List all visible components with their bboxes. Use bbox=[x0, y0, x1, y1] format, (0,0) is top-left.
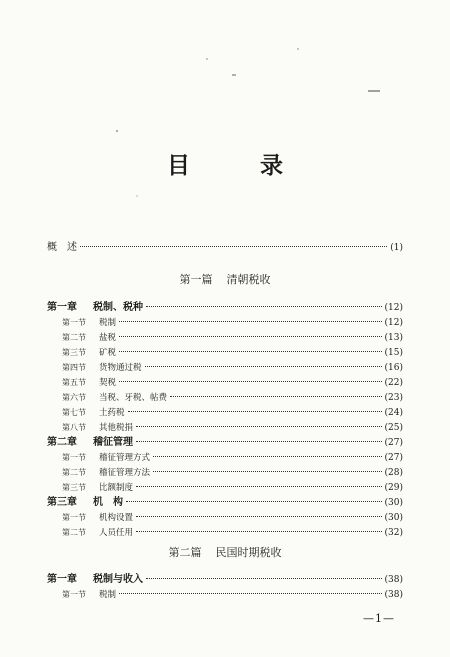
part-heading bbox=[0, 544, 450, 560]
dot-leader bbox=[119, 381, 382, 382]
part-number: 第一篇 bbox=[179, 273, 213, 286]
section-title: 盐税 bbox=[99, 333, 117, 343]
page-number: (30) bbox=[384, 498, 403, 508]
section-number: 第二节 bbox=[62, 528, 86, 537]
toc-section-entry[interactable] bbox=[62, 589, 403, 601]
toc-section-entry[interactable] bbox=[62, 527, 403, 539]
part-heading bbox=[0, 271, 450, 287]
section-number: 第一节 bbox=[62, 590, 86, 599]
chapter-title: 税制、税种 bbox=[93, 302, 143, 313]
toc-section-entry[interactable] bbox=[62, 452, 403, 464]
section-number: 第六节 bbox=[62, 393, 86, 402]
page-number: (15) bbox=[384, 348, 403, 358]
dot-leader bbox=[80, 246, 387, 247]
part-name: 清朝税收 bbox=[226, 273, 271, 286]
title-char-right: 录 bbox=[260, 152, 283, 179]
dot-leader bbox=[145, 366, 382, 367]
section-title: 稽征管理方法 bbox=[99, 468, 151, 478]
dot-leader bbox=[146, 578, 382, 579]
section-number: 第三节 bbox=[62, 348, 86, 357]
dot-leader bbox=[136, 486, 382, 487]
section-title: 矿税 bbox=[99, 348, 117, 358]
section-number: 第三节 bbox=[62, 483, 86, 492]
page-title bbox=[0, 147, 450, 180]
part-number: 第二篇 bbox=[168, 546, 202, 559]
section-title: 稽征管理方式 bbox=[99, 453, 151, 463]
dot-leader bbox=[146, 306, 382, 307]
toc-section-entry[interactable] bbox=[62, 422, 403, 434]
section-title: 土药税 bbox=[99, 408, 125, 418]
title-char-left: 目 bbox=[167, 152, 190, 179]
page-number: (23) bbox=[384, 393, 403, 403]
section-title: 机构设置 bbox=[99, 513, 134, 523]
chapter-title: 稽征管理 bbox=[93, 437, 133, 448]
toc-section-entry[interactable] bbox=[62, 332, 403, 344]
dot-leader bbox=[119, 321, 382, 322]
toc-section-entry[interactable] bbox=[62, 392, 403, 404]
page-number: (32) bbox=[384, 528, 403, 538]
page-number: (30) bbox=[384, 513, 403, 523]
dot-leader bbox=[170, 396, 382, 397]
page-number: (38) bbox=[384, 590, 403, 600]
footer-page-number: —1— bbox=[363, 612, 395, 625]
toc-chapter-entry[interactable] bbox=[47, 574, 403, 586]
chapter-number: 第二章 bbox=[47, 437, 77, 448]
page-number: (12) bbox=[384, 303, 403, 313]
page-number: (12) bbox=[384, 318, 403, 328]
section-title: 比额制度 bbox=[99, 483, 134, 493]
toc-section-entry[interactable] bbox=[62, 482, 403, 494]
page-number: (28) bbox=[384, 468, 403, 478]
page-number: (27) bbox=[384, 453, 403, 463]
page-number: (38) bbox=[384, 575, 403, 585]
section-title: 货物通过税 bbox=[99, 363, 142, 373]
toc-section-entry[interactable] bbox=[62, 512, 403, 524]
page-number: (25) bbox=[384, 423, 403, 433]
page-number: (24) bbox=[384, 408, 403, 418]
section-number: 第七节 bbox=[62, 408, 86, 417]
dot-leader bbox=[136, 441, 382, 442]
section-title: 其他税捐 bbox=[99, 423, 134, 433]
dot-leader bbox=[128, 411, 382, 412]
chapter-number: 第一章 bbox=[47, 574, 77, 585]
chapter-number: 第三章 bbox=[47, 497, 77, 508]
chapter-title: 机 构 bbox=[93, 497, 123, 508]
toc-section-entry[interactable] bbox=[62, 347, 403, 359]
section-number: 第五节 bbox=[62, 378, 86, 387]
section-number: 第一节 bbox=[62, 453, 86, 462]
section-title: 当税、牙税、帖费 bbox=[99, 393, 168, 403]
toc-section-entry[interactable] bbox=[62, 362, 403, 374]
toc-chapter-entry[interactable] bbox=[47, 497, 403, 509]
page-number: (29) bbox=[384, 483, 403, 493]
toc-entry-overview[interactable] bbox=[47, 242, 403, 254]
section-number: 第一节 bbox=[62, 318, 86, 327]
page-number: (1) bbox=[390, 243, 403, 253]
page-number: (27) bbox=[384, 438, 403, 448]
part-name: 民国时期税收 bbox=[215, 546, 282, 559]
section-title: 人员任用 bbox=[99, 528, 134, 538]
chapter-number: 第一章 bbox=[47, 302, 77, 313]
dot-leader bbox=[119, 351, 382, 352]
section-title: 税制 bbox=[99, 318, 117, 328]
section-number: 第二节 bbox=[62, 333, 86, 342]
dot-leader bbox=[136, 531, 382, 532]
dot-leader bbox=[153, 456, 382, 457]
dot-leader bbox=[126, 501, 382, 502]
page-number: (22) bbox=[384, 378, 403, 388]
overview-label: 概 述 bbox=[47, 242, 77, 253]
toc-section-entry[interactable] bbox=[62, 407, 403, 419]
section-number: 第四节 bbox=[62, 363, 86, 372]
dot-leader bbox=[136, 426, 382, 427]
dot-leader bbox=[119, 593, 382, 594]
page-number: (16) bbox=[384, 363, 403, 373]
page-number: (13) bbox=[384, 333, 403, 343]
dot-leader bbox=[153, 471, 382, 472]
toc-chapter-entry[interactable] bbox=[47, 437, 403, 449]
dot-leader bbox=[119, 336, 382, 337]
toc-section-entry[interactable] bbox=[62, 467, 403, 479]
section-number: 第一节 bbox=[62, 513, 86, 522]
section-title: 契税 bbox=[99, 378, 117, 388]
toc-chapter-entry[interactable] bbox=[47, 302, 403, 314]
section-title: 税制 bbox=[99, 590, 117, 600]
section-number: 第二节 bbox=[62, 468, 86, 477]
dot-leader bbox=[136, 516, 382, 517]
section-number: 第八节 bbox=[62, 423, 86, 432]
toc-section-entry[interactable] bbox=[62, 377, 403, 389]
toc-section-entry[interactable] bbox=[62, 317, 403, 329]
chapter-title: 税制与收入 bbox=[93, 574, 143, 585]
